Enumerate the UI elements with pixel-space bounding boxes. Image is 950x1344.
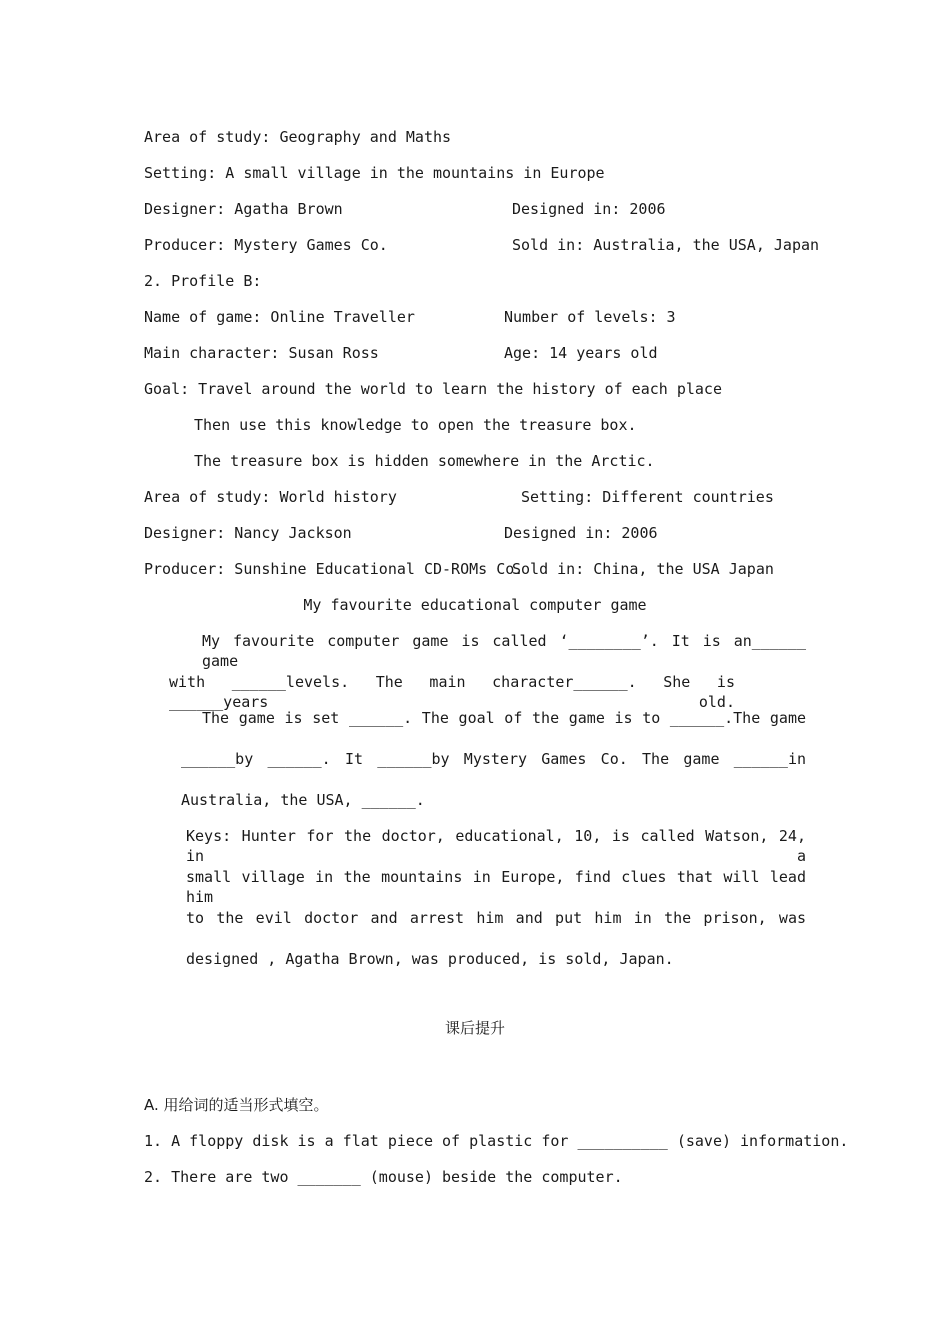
profile-b-age: Age: 14 years old [504,344,658,362]
profile-b-heading: 2. Profile B: [144,272,262,290]
profile-a-producer: Producer: Mystery Games Co. [144,236,388,254]
section-a-heading: A. 用给词的适当形式填空。 [144,1096,329,1114]
profile-b-levels: Number of levels: 3 [504,308,676,326]
profile-b-designer: Designer: Nancy Jackson [144,524,352,542]
profile-b-designed-in: Designed in: 2006 [504,524,658,542]
essay-line: with ______levels. The main character______. She is ______years old. [169,673,735,711]
profile-b-goal: Goal: Travel around the world to learn the history of each place [144,380,722,398]
essay-line: The game is set ______. The goal of the game is to ______.The game [202,709,806,727]
question-2: 2. There are two _______ (mouse) beside the computer. [144,1168,623,1186]
question-1: 1. A floppy disk is a flat piece of plastic for __________ (save) information. [144,1132,849,1150]
profile-b-sold-in: Sold in: China, the USA Japan [512,560,774,578]
profile-a-setting: Setting: A small village in the mountains in Europe [144,164,605,182]
keys-line: small village in the mountains in Europe, find clues that will lead him [186,868,806,906]
profile-b-area: Area of study: World history [144,488,397,506]
profile-a-area: Area of study: Geography and Maths [144,128,452,146]
profile-b-producer: Producer: Sunshine Educational CD-ROMs Co. [144,560,524,578]
profile-a-designer: Designer: Agatha Brown [144,200,343,218]
profile-b-goal-line-3: The treasure box is hidden somewhere in the Arctic. [194,452,655,470]
profile-b-name: Name of game: Online Traveller [144,308,415,326]
section-title: 课后提升 [444,1019,505,1037]
keys-line: designed , Agatha Brown, was produced, is sold, Japan. [186,950,674,968]
profile-b-setting: Setting: Different countries [521,488,774,506]
keys-line: to the evil doctor and arrest him and put him in the prison, was [186,909,806,927]
essay-line: My favourite computer game is called ‘________’. It is an______ game [202,632,806,670]
profile-b-character: Main character: Susan Ross [144,344,379,362]
essay-line: ______by ______. It ______by Mystery Games Co. The game ______in [181,750,806,768]
profile-b-goal-line-2: Then use this knowledge to open the treasure box. [194,416,637,434]
profile-a-sold-in: Sold in: Australia, the USA, Japan [512,236,820,254]
keys-line: Keys: Hunter for the doctor, educational, 10, is called Watson, 24, in a [186,827,806,865]
essay-title: My favourite educational computer game [303,596,647,614]
essay-line: Australia, the USA, ______. [181,791,425,809]
profile-a-designed-in: Designed in: 2006 [512,200,666,218]
